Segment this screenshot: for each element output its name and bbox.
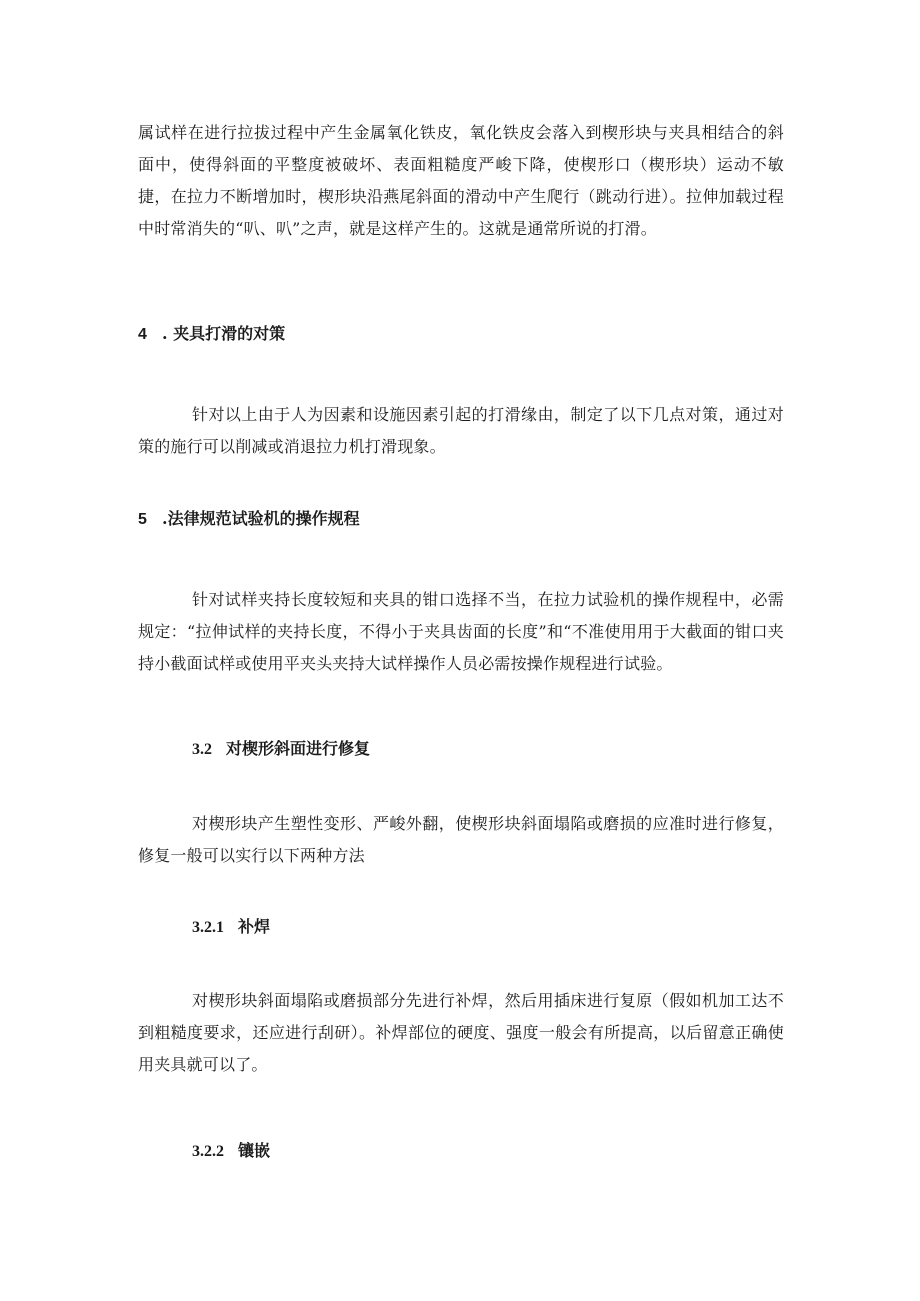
heading-number: 5 <box>138 511 147 528</box>
paragraph-oxide-scale-slipping: 属试样在进行拉拔过程中产生金属氧化铁皮，氧化铁皮会落入到楔形块与夹具相结合的斜面中，使得斜面的平整度被破坏、表面粗糙度严峻下降，使楔形口（楔形块）运动不敏捷，在拉力不断增加时，楔形块沿燕尾斜面的滑动中产生爬行（跳动行进）。拉伸加载过程中时常消失的“叭、叭”之声，就是这样产生的。这就是通常所说的打滑。 <box>138 123 784 238</box>
subheading-number: 3.2.2 <box>192 1143 224 1160</box>
subheading-number: 3.2.1 <box>192 919 224 936</box>
subheading-number: 3.2 <box>192 741 212 758</box>
subheading-text: 补焊 <box>238 917 271 936</box>
subheading-text: 对楔形斜面进行修复 <box>226 739 371 758</box>
paragraph-operating-rules: 针对试样夹持长度较短和夹具的钳口选择不当，在拉力试验机的操作规程中，必需规定：“拉伸试样的夹持长度，不得小于夹具齿面的长度”和“不准使用用于大截面的钳口夹持小截面试样或使用平夹头夹持大试样操作人员必需按操作规程进行试验。 <box>138 590 784 673</box>
heading-number: 4 <box>138 326 147 343</box>
subheading-text: 镶嵌 <box>238 1141 271 1160</box>
heading-clamp-slip-countermeasures <box>138 318 285 351</box>
paragraph-welding-description: 对楔形块斜面塌陷或磨损部分先进行补焊，然后用插床进行复原（假如机加工达不到粗糙度要求，还应进行刮研）。补焊部位的硬度、强度一般会有所提高，以后留意正确使用夹具就可以了。 <box>138 991 784 1074</box>
subheading-inlay <box>192 1135 270 1168</box>
paragraph-countermeasures-intro: 针对以上由于人为因素和设施因素引起的打滑缘由，制定了以下几点对策，通过对策的施行可以削减或消退拉力机打滑现象。 <box>138 405 784 456</box>
heading-text: . 夹具打滑的对策 <box>162 324 286 343</box>
subheading-repair-welding <box>192 911 270 944</box>
paragraph-repair-methods: 对楔形块产生塑性变形、严峻外翻，使楔形块斜面塌陷或磨损的应准时进行修复，修复一般可以实行以下两种方法 <box>138 814 784 865</box>
heading-text: .法律规范试验机的操作规程 <box>162 509 360 528</box>
subheading-repair-wedge-surface <box>192 733 370 766</box>
heading-operating-procedures <box>138 503 360 536</box>
